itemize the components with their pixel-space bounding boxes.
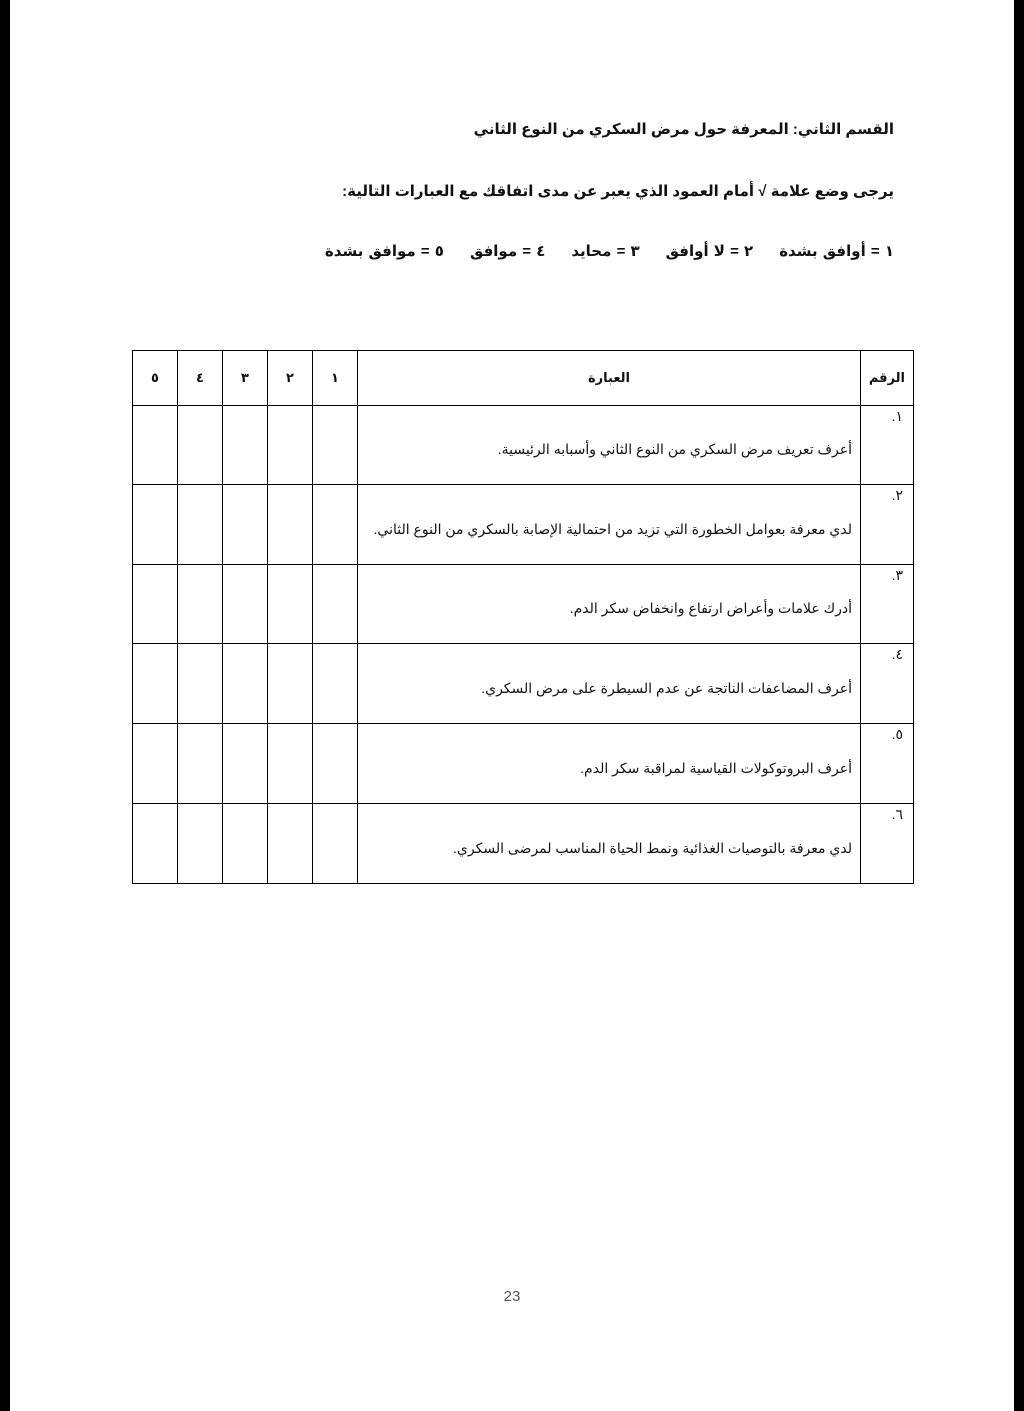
rating-cell-2[interactable]	[268, 724, 313, 804]
rating-cell-5[interactable]	[133, 724, 178, 804]
header-rating-3: ٣	[223, 351, 268, 406]
rating-cell-2[interactable]	[268, 406, 313, 485]
table-row	[133, 804, 914, 884]
row-number: ٦.	[861, 804, 914, 884]
table-row	[133, 724, 914, 804]
row-statement: لدي معرفة بعوامل الخطورة التي تزيد من احتمالية الإصابة بالسكري من النوع الثاني.	[358, 485, 861, 565]
rating-cell-1[interactable]	[313, 644, 358, 724]
rating-cell-4[interactable]	[178, 644, 223, 724]
header-rating-4: ٤	[178, 351, 223, 406]
rating-cell-1[interactable]	[313, 565, 358, 644]
rating-cell-1[interactable]	[313, 724, 358, 804]
section-title: القسم الثاني: المعرفة حول مرض السكري من النوع الثاني	[473, 121, 894, 138]
rating-cell-3[interactable]	[223, 565, 268, 644]
scale-item-5: ٥ = موافق بشدة	[324, 243, 444, 260]
knowledge-survey-table	[132, 350, 914, 884]
rating-cell-1[interactable]	[313, 406, 358, 485]
scale-item-2: ٢ = لا أوافق	[665, 243, 754, 260]
scale-item-4: ٤ = موافق	[469, 243, 546, 260]
rating-cell-2[interactable]	[268, 804, 313, 884]
row-number: ٢.	[861, 485, 914, 565]
rating-cell-5[interactable]	[133, 565, 178, 644]
row-statement: أعرف المضاعفات الناتجة عن عدم السيطرة على مرض السكري.	[358, 644, 861, 724]
scale-item-3: ٣ = محايد	[571, 243, 640, 260]
header-rating-5: ٥	[133, 351, 178, 406]
rating-cell-5[interactable]	[133, 804, 178, 884]
rating-cell-3[interactable]	[223, 804, 268, 884]
row-number: ٣.	[861, 565, 914, 644]
rating-cell-3[interactable]	[223, 724, 268, 804]
rating-cell-5[interactable]	[133, 485, 178, 565]
table-row	[133, 406, 914, 485]
row-number: ٥.	[861, 724, 914, 804]
header-number: الرقم	[861, 351, 914, 406]
rating-cell-4[interactable]	[178, 485, 223, 565]
rating-cell-2[interactable]	[268, 644, 313, 724]
row-statement: أعرف البروتوكولات القياسية لمراقبة سكر الدم.	[358, 724, 861, 804]
rating-cell-4[interactable]	[178, 565, 223, 644]
document-page	[10, 0, 1014, 1411]
rating-cell-4[interactable]	[178, 804, 223, 884]
rating-cell-2[interactable]	[268, 565, 313, 644]
rating-cell-4[interactable]	[178, 406, 223, 485]
rating-cell-1[interactable]	[313, 804, 358, 884]
table-row	[133, 644, 914, 724]
table-header-row	[133, 351, 914, 406]
row-number: ٤.	[861, 644, 914, 724]
row-statement: أعرف تعريف مرض السكري من النوع الثاني وأسبابه الرئيسية.	[358, 406, 861, 485]
row-statement: أدرك علامات وأعراض ارتفاع وانخفاض سكر الدم.	[358, 565, 861, 644]
header-statement: العبارة	[358, 351, 861, 406]
header-rating-1: ١	[313, 351, 358, 406]
rating-cell-4[interactable]	[178, 724, 223, 804]
rating-cell-3[interactable]	[223, 406, 268, 485]
scale-item-1: ١ = أوافق بشدة	[779, 243, 894, 260]
instructions: يرجى وضع علامة √ أمام العمود الذي يعبر عن مدى اتفاقك مع العبارات التالية:	[342, 183, 894, 200]
row-number: ١.	[861, 406, 914, 485]
rating-cell-5[interactable]	[133, 644, 178, 724]
table-row	[133, 485, 914, 565]
rating-cell-2[interactable]	[268, 485, 313, 565]
header-rating-2: ٢	[268, 351, 313, 406]
rating-cell-3[interactable]	[223, 644, 268, 724]
rating-scale-legend	[325, 242, 894, 260]
rating-cell-5[interactable]	[133, 406, 178, 485]
rating-cell-3[interactable]	[223, 485, 268, 565]
table-row	[133, 565, 914, 644]
rating-cell-1[interactable]	[313, 485, 358, 565]
page-number: 23	[503, 1288, 521, 1305]
row-statement: لدي معرفة بالتوصيات الغذائية ونمط الحياة المناسب لمرضى السكري.	[358, 804, 861, 884]
